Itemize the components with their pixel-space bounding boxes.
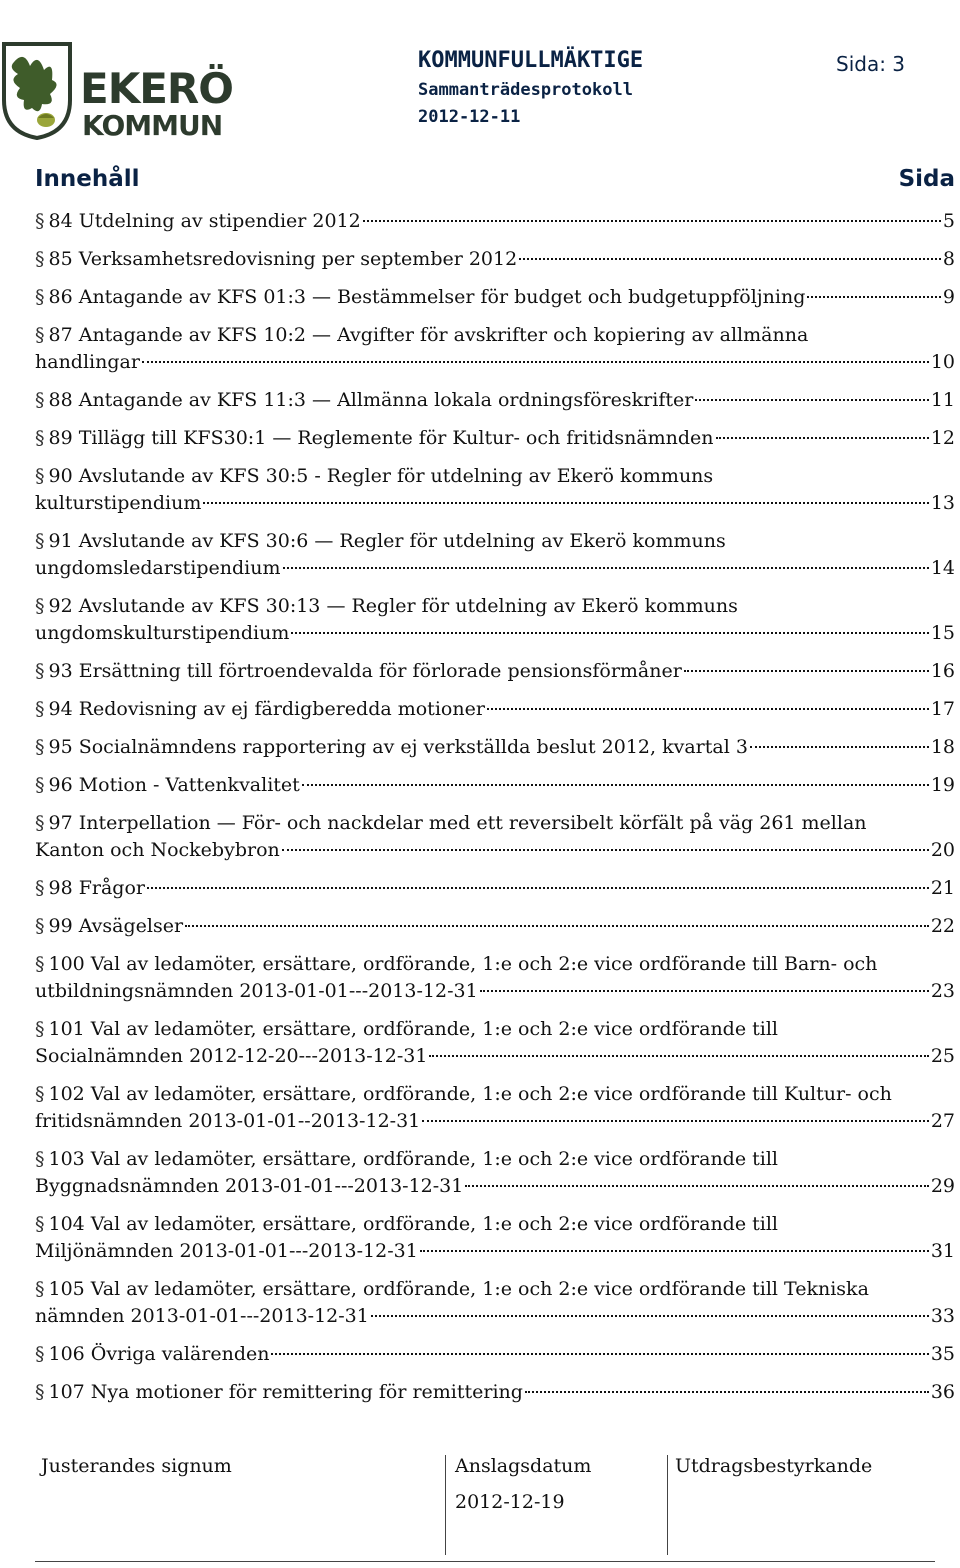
toc-entry-title: Miljönämnden 2013-01-01---2013-12-31	[35, 1240, 418, 1262]
toc-entry[interactable]	[35, 658, 955, 685]
toc-entry[interactable]	[35, 810, 955, 864]
section-icon: §	[35, 210, 45, 232]
toc-entry[interactable]	[35, 696, 955, 723]
toc-entry[interactable]	[35, 1379, 955, 1406]
dot-leader	[750, 746, 929, 748]
toc-entry-page: 22	[930, 915, 955, 937]
toc-entry-page: 21	[930, 877, 955, 899]
dot-leader	[142, 361, 929, 363]
section-icon: §	[35, 465, 45, 487]
toc-entry[interactable]	[35, 463, 955, 517]
toc-entry-title: Byggnadsnämnden 2013-01-01---2013-12-31	[35, 1175, 464, 1197]
toc-entry-page: 5	[942, 210, 955, 232]
toc-entry[interactable]	[35, 1146, 955, 1200]
toc-entry-page: 9	[942, 286, 955, 308]
toc-entry-page: 15	[930, 622, 955, 644]
dot-leader	[302, 784, 929, 786]
toc-entry-page: 16	[930, 660, 955, 682]
dot-leader	[480, 990, 929, 992]
toc-entry-title: 89 Tillägg till KFS30:1 — Reglemente för Kultur- och fritidsnämnden	[48, 427, 714, 449]
dot-leader	[271, 1353, 928, 1355]
section-icon: §	[35, 248, 45, 270]
toc-entry-title: 95 Socialnämndens rapportering av ej verkställda beslut 2012, kvartal 3	[48, 736, 748, 758]
toc-entry-title: 96 Motion - Vattenkvalitet	[48, 774, 300, 796]
section-icon: §	[35, 1213, 45, 1235]
toc-entry[interactable]	[35, 951, 955, 1005]
footer-bottom-rule	[35, 1561, 935, 1562]
dot-leader	[203, 502, 928, 504]
toc-entry[interactable]	[35, 913, 955, 940]
section-icon: §	[35, 530, 45, 552]
footer-sign-label: Justerandes signum	[41, 1455, 232, 1477]
toc-entry[interactable]	[35, 875, 955, 902]
toc-entry-title: 97 Interpellation — För- och nackdelar med ett reversibelt körfält på väg 261 mellan	[48, 812, 867, 834]
ekero-logo	[0, 40, 270, 140]
dot-leader	[465, 1185, 928, 1187]
dot-leader	[684, 670, 929, 672]
toc-entry[interactable]	[35, 246, 955, 273]
toc-entry-title: nämnden 2013-01-01---2013-12-31	[35, 1305, 369, 1327]
toc-entry-title: 98 Frågor	[48, 877, 145, 899]
toc-entry-page: 18	[930, 736, 955, 758]
section-icon: §	[35, 1083, 45, 1105]
dot-leader	[519, 258, 941, 260]
document-title: KOMMUNFULLMÄKTIGE	[418, 48, 644, 73]
dot-leader	[147, 887, 929, 889]
toc-entry-title: 85 Verksamhetsredovisning per september 2012	[48, 248, 518, 270]
toc-entry-page: 17	[930, 698, 955, 720]
toc-entry-title: 105 Val av ledamöter, ersättare, ordförande, 1:e och 2:e vice ordförande till Tekniska	[48, 1278, 869, 1300]
toc-entry[interactable]	[35, 208, 955, 235]
toc-entry-title: 103 Val av ledamöter, ersättare, ordförande, 1:e och 2:e vice ordförande till	[48, 1148, 778, 1170]
toc-heading-row	[35, 166, 955, 192]
footer-date-label: Anslagsdatum	[455, 1455, 592, 1477]
dot-leader	[185, 925, 929, 927]
logo-text-kommun: KOMMUN	[82, 109, 223, 142]
toc-entry[interactable]	[35, 772, 955, 799]
dot-leader	[422, 1120, 929, 1122]
section-icon: §	[35, 1148, 45, 1170]
section-icon: §	[35, 660, 45, 682]
toc-entry[interactable]	[35, 593, 955, 647]
toc-entry-title: 99 Avsägelser	[48, 915, 184, 937]
toc-entry-title: 86 Antagande av KFS 01:3 — Bestämmelser för budget och budgetuppföljning	[48, 286, 806, 308]
section-icon: §	[35, 286, 45, 308]
toc-entry-page: 36	[930, 1381, 955, 1403]
toc-entry-title: 107 Nya motioner för remittering för remittering	[48, 1381, 523, 1403]
toc-entry-title: 101 Val av ledamöter, ersättare, ordförande, 1:e och 2:e vice ordförande till	[48, 1018, 778, 1040]
toc-entry[interactable]	[35, 425, 955, 452]
toc-entry-title: 94 Redovisning av ej färdigberedda motioner	[48, 698, 485, 720]
section-icon: §	[35, 595, 45, 617]
toc-entry-page: 10	[930, 351, 955, 373]
toc-entry[interactable]	[35, 734, 955, 761]
toc-entry-title: 104 Val av ledamöter, ersättare, ordförande, 1:e och 2:e vice ordförande till	[48, 1213, 778, 1235]
toc-entry[interactable]	[35, 1276, 955, 1330]
dot-leader	[695, 399, 929, 401]
dot-leader	[283, 567, 929, 569]
footer-utdrag-label: Utdragsbestyrkande	[675, 1455, 873, 1477]
section-icon: §	[35, 1278, 45, 1300]
toc-heading: Innehåll	[35, 166, 140, 192]
toc-entry-page: 31	[930, 1240, 955, 1262]
toc-entry-title: fritidsnämnden 2013-01-01--2013-12-31	[35, 1110, 421, 1132]
document-date: 2012-12-11	[418, 107, 521, 127]
toc-entry-title: utbildningsnämnden 2013-01-01---2013-12-31	[35, 980, 478, 1002]
toc-entry-page: 8	[942, 248, 955, 270]
toc-entry[interactable]	[35, 1211, 955, 1265]
toc-entry-title: 88 Antagande av KFS 11:3 — Allmänna lokala ordningsföreskrifter	[48, 389, 694, 411]
toc-entry-title: 102 Val av ledamöter, ersättare, ordförande, 1:e och 2:e vice ordförande till Kultur- och	[48, 1083, 892, 1105]
section-icon: §	[35, 736, 45, 758]
toc-entry-page: 14	[930, 557, 955, 579]
toc-entry[interactable]	[35, 1081, 955, 1135]
toc-entry-title: 90 Avslutande av KFS 30:5 - Regler för utdelning av Ekerö kommuns	[48, 465, 714, 487]
toc-page-heading: Sida	[898, 166, 955, 192]
dot-leader	[282, 849, 929, 851]
document-subtitle: Sammanträdesprotokoll	[418, 80, 633, 100]
toc-entry-title: ungdomskulturstipendium	[35, 622, 290, 644]
toc-entry-page: 13	[930, 492, 955, 514]
toc-entry-title: 92 Avslutande av KFS 30:13 — Regler för utdelning av Ekerö kommuns	[48, 595, 738, 617]
toc-entry[interactable]	[35, 387, 955, 414]
dot-leader	[363, 220, 941, 222]
toc-entry-title: 106 Övriga valärenden	[48, 1343, 270, 1365]
section-icon: §	[35, 877, 45, 899]
dot-leader	[291, 632, 928, 634]
section-icon: §	[35, 1343, 45, 1365]
dot-leader	[429, 1055, 928, 1057]
toc-entry[interactable]	[35, 528, 955, 582]
toc-entry-title: 100 Val av ledamöter, ersättare, ordförande, 1:e och 2:e vice ordförande till Barn- och	[48, 953, 878, 975]
dot-leader	[420, 1250, 929, 1252]
toc-entry[interactable]	[35, 284, 955, 311]
page-number: Sida: 3	[836, 52, 906, 76]
section-icon: §	[35, 953, 45, 975]
section-icon: §	[35, 1381, 45, 1403]
toc-entry-page: 20	[930, 839, 955, 861]
section-icon: §	[35, 389, 45, 411]
footer-divider	[445, 1455, 446, 1555]
toc-entry-page: 33	[930, 1305, 955, 1327]
toc-entry-title: 93 Ersättning till förtroendevalda för förlorade pensionsförmåner	[48, 660, 682, 682]
section-icon: §	[35, 915, 45, 937]
dot-leader	[716, 437, 929, 439]
section-icon: §	[35, 698, 45, 720]
toc-entry-title: 91 Avslutande av KFS 30:6 — Regler för utdelning av Ekerö kommuns	[48, 530, 726, 552]
toc-entry-page: 29	[930, 1175, 955, 1197]
toc-entry-page: 23	[930, 980, 955, 1002]
logo-text-ekero: EKERÖ	[80, 64, 233, 113]
toc-entry-title: kulturstipendium	[35, 492, 202, 514]
section-icon: §	[35, 812, 45, 834]
toc-entry-page: 25	[930, 1045, 955, 1067]
toc-entry-title: handlingar	[35, 351, 140, 373]
footer-date-value: 2012-12-19	[455, 1491, 565, 1513]
toc-entry-title: ungdomsledarstipendium	[35, 557, 281, 579]
footer-divider	[667, 1455, 668, 1555]
toc-entry-page: 19	[930, 774, 955, 796]
footer	[35, 1455, 955, 1555]
dot-leader	[487, 708, 929, 710]
toc-entry-title: Kanton och Nockebybron	[35, 839, 280, 861]
section-icon: §	[35, 324, 45, 346]
toc-entry-title: 87 Antagande av KFS 10:2 — Avgifter för avskrifter och kopiering av allmänna	[48, 324, 809, 346]
toc-entry[interactable]	[35, 1016, 955, 1070]
oak-leaf-shield-icon	[0, 40, 80, 140]
dot-leader	[525, 1391, 929, 1393]
toc-entry-title: Socialnämnden 2012-12-20---2013-12-31	[35, 1045, 428, 1067]
toc-entry-title: 84 Utdelning av stipendier 2012	[48, 210, 361, 232]
dot-leader	[371, 1315, 929, 1317]
toc-entry[interactable]	[35, 322, 955, 376]
toc-entry[interactable]	[35, 1341, 955, 1368]
section-icon: §	[35, 774, 45, 796]
section-icon: §	[35, 427, 45, 449]
toc-entry-page: 27	[930, 1110, 955, 1132]
toc-entry-page: 35	[930, 1343, 955, 1365]
section-icon: §	[35, 1018, 45, 1040]
dot-leader	[807, 296, 941, 298]
toc-entry-page: 11	[930, 389, 955, 411]
toc-entry-page: 12	[930, 427, 955, 449]
